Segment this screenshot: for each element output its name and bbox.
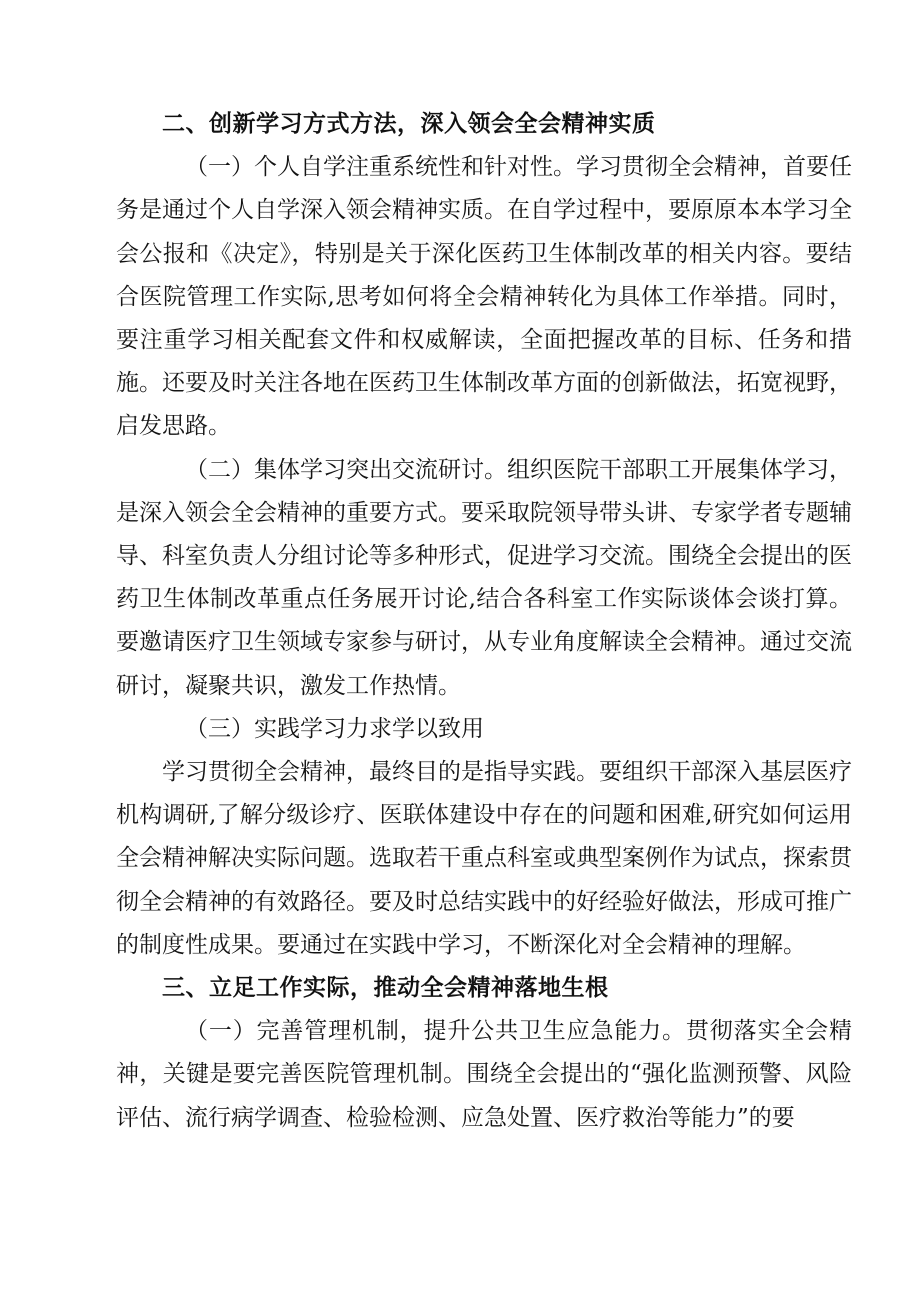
section-2-heading: 二、创新学习方式方法，深入领会全会精神实质 bbox=[162, 111, 656, 137]
paragraph-practice-study: 学习贯彻全会精神，最终目的是指导实践。要组织干部深入基层医疗机构调研,了解分级诊疗、医联体建设中存在的问题和困难,研究如何运用全会精神解决实际问题。选取若干重点科室或典型案例作为试点，探索贯彻全会精神的有效路径。要及时总结实践中的好经验好做法，形成可推广的制度性成果。要通过在实践中学习，不断深化对全会精神的理解。 bbox=[116, 759, 852, 958]
paragraph-management-mechanism: （一）完善管理机制，提升公共卫生应急能力。贯彻落实全会精神，关键是要完善医院管理机制。围绕全会提出的“强化监测预警、风险评估、流行病学调查、检验检测、应急处置、医疗救治等能力”的要 bbox=[116, 1018, 852, 1131]
paragraph-group-study: （二）集体学习突出交流研讨。组织医院干部职工开展集体学习，是深入领会全会精神的重要方式。要采取院领导带头讲、专家学者专题辅导、科室负责人分组讨论等多种形式，促进学习交流。围绕全会提出的医药卫生体制改革重点任务展开讨论,结合各科室工作实际谈体会谈打算。要邀请医疗卫生领域专家参与研讨，从专业角度解读全会精神。通过交流研讨，凝聚共识，激发工作热情。 bbox=[116, 456, 852, 699]
section-3-heading: 三、立足工作实际，推动全会精神落地生根 bbox=[162, 975, 609, 1002]
document-body bbox=[116, 103, 852, 1140]
subheading-practice-study: （三）实践学习力求学以致用 bbox=[185, 715, 484, 742]
paragraph-self-study: （一）个人自学注重系统性和针对性。学习贯彻全会精神，首要任务是通过个人自学深入领会精神实质。在自学过程中，要原原本本学习全会公报和《决定》，特别是关于深化医药卫生体制改革的相关内容。要结合医院管理工作实际,思考如何将全会精神转化为具体工作举措。同时，要注重学习相关配套文件和权威解读，全面把握改革的目标、任务和措施。还要及时关注各地在医药卫生体制改革方面的创新做法，拓宽视野，启发思路。 bbox=[116, 154, 852, 440]
